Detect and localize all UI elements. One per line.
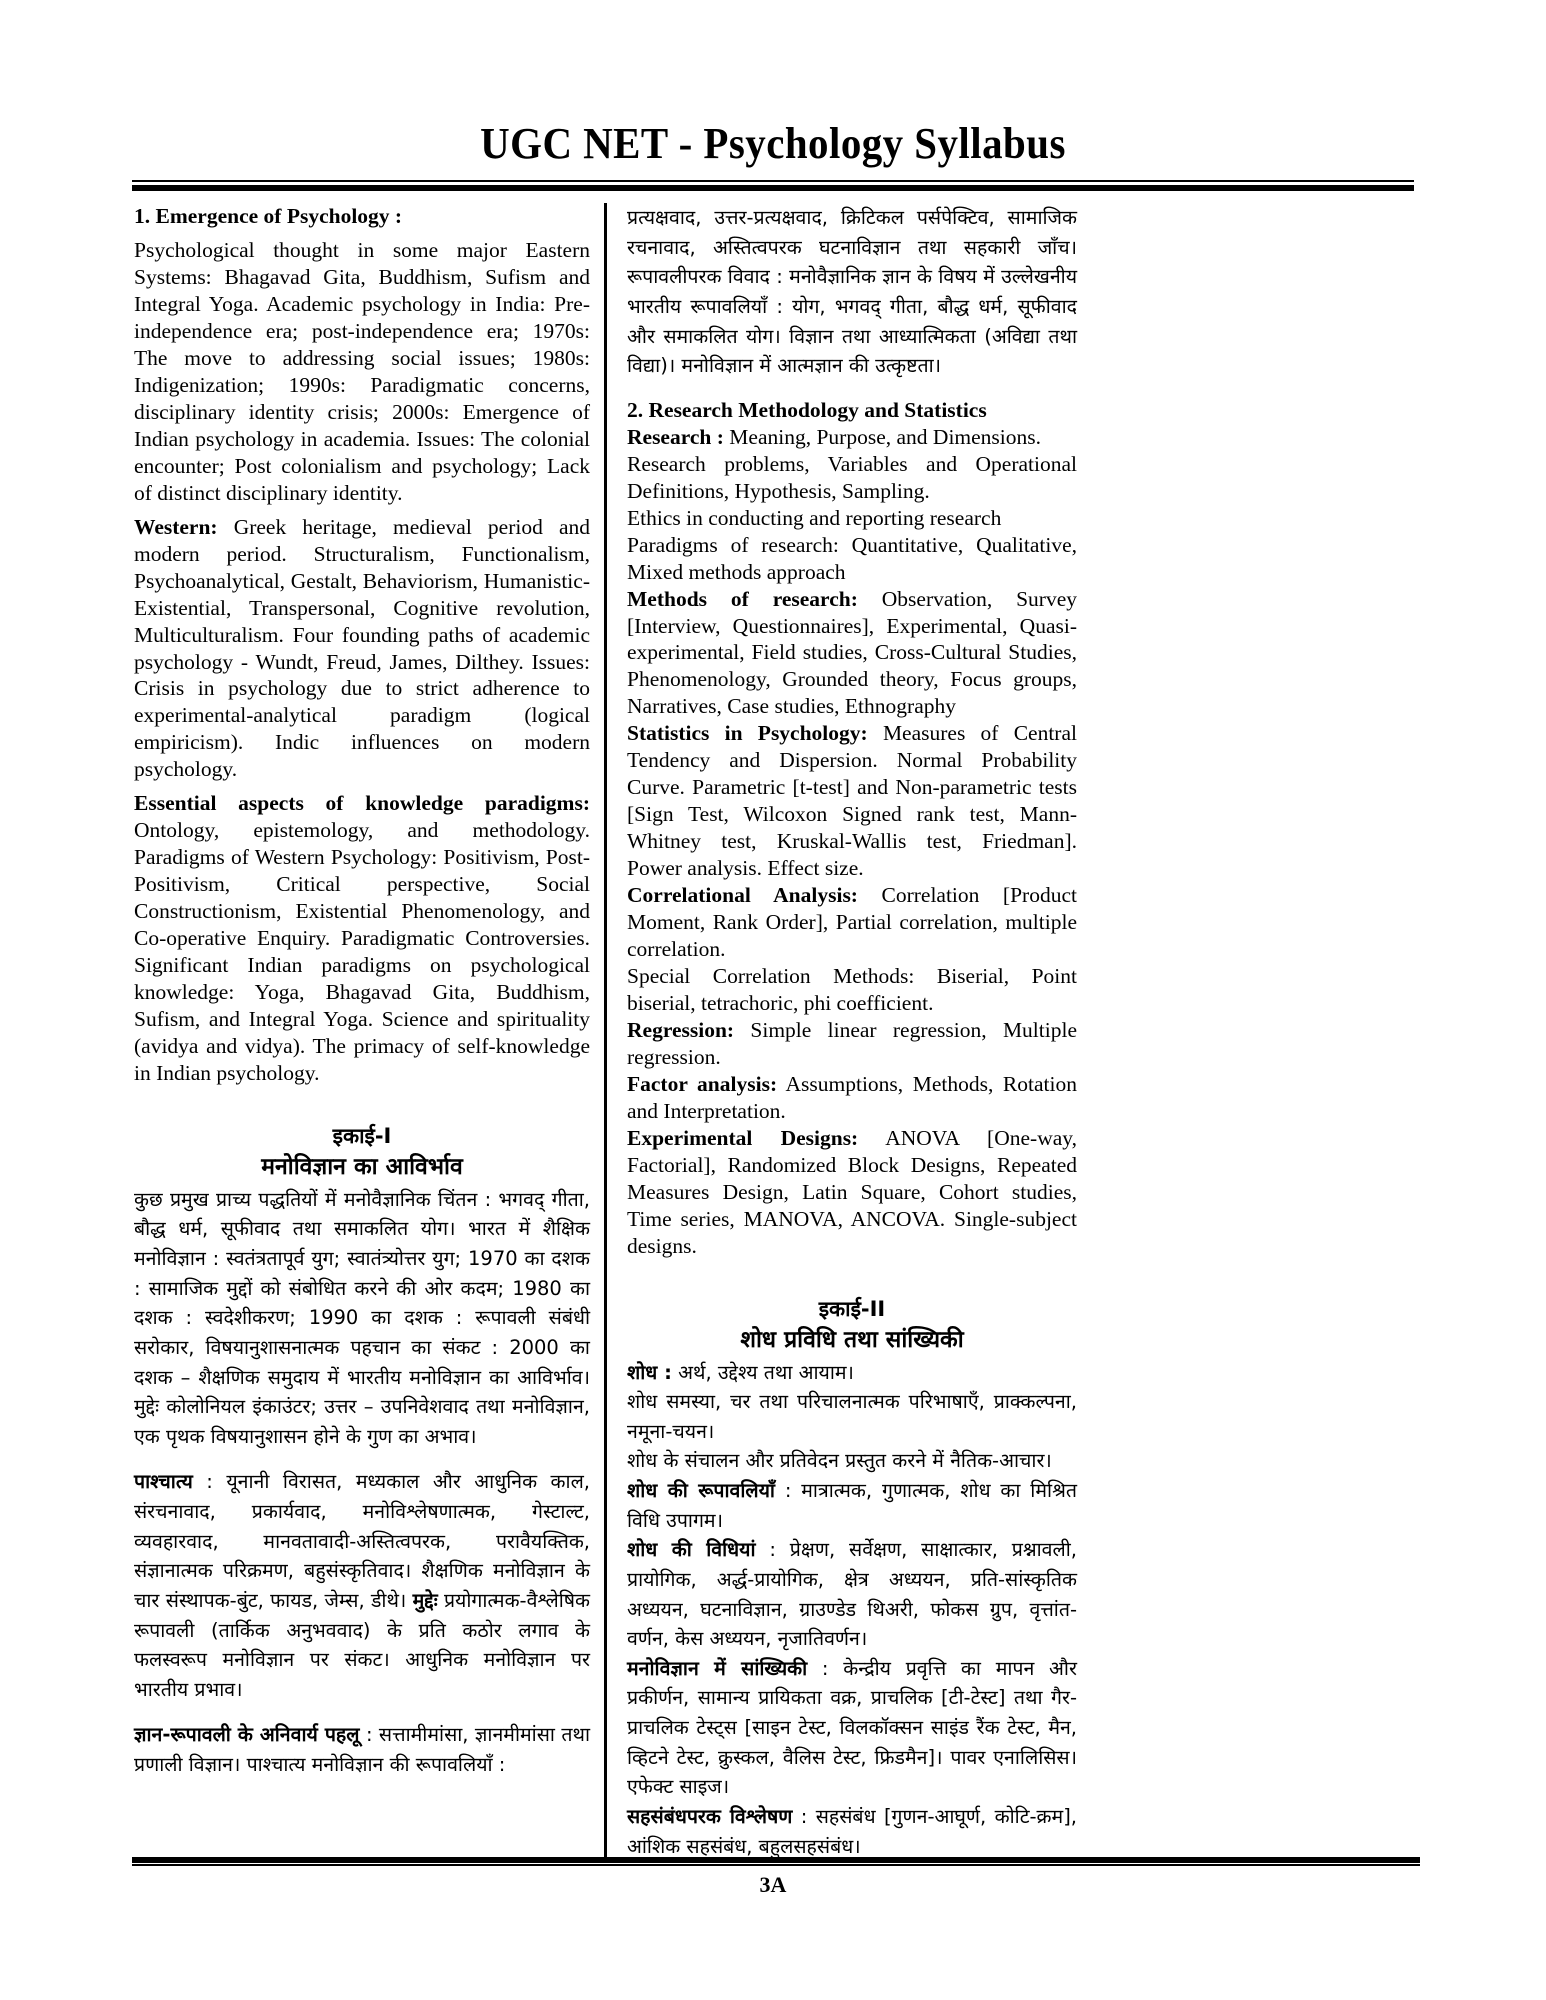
statistics-line <box>627 720 1077 882</box>
western-label: Western: <box>134 514 218 539</box>
section-1-paragraph-2 <box>134 514 590 784</box>
section-1-paragraph-3 <box>134 790 590 1087</box>
unit-2-paragraph-5 <box>627 1535 1077 1654</box>
sahsambandh-text: : सहसंबंध [गुणन-आघूर्ण, कोटि-क्रम], आंशिक सहसंबंध, बहुलसहसंबंध। <box>627 1804 1078 1858</box>
page-title: UGC NET - Psychology Syllabus <box>480 119 1066 168</box>
knowledge-paradigms-label: Essential aspects of knowledge paradigms: <box>134 791 590 816</box>
title-block <box>0 0 1546 166</box>
vidhiyan-text: : प्रेक्षण, सर्वेक्षण, साक्षात्कार, प्रश्नावली, प्रायोगिक, अर्द्ध-प्रायोगिक, क्षेत्र अध्ययन, प्रति-सांस्कृतिक अध्ययन, घटनाविज्ञान, ग्राउण्डेड थिअरी, फोकस ग्रुप, वृत्तांत-वर्णन, केस अध्ययन, नृजातिवर्णन। <box>627 1538 1077 1651</box>
issues-hindi-text: प्रयोगात्मक-वैश्लेषिक रूपावली (तार्किक अनुभववाद) के प्रति कठोर लगाव के फलस्वरूप मनोविज्ञान पर संकट। आधुनिक मनोविज्ञान पर भारतीय प्रभाव। <box>134 1588 590 1701</box>
experimental-text: ANOVA [One-way, Factorial], Randomized Block Designs, Repeated Measures Design, Latin Square, Cohort studies, Time series, MANOVA, ANCOVA. Single-subject designs. <box>627 1125 1077 1258</box>
experimental-designs-line <box>627 1125 1077 1260</box>
unit-2-label: इकाई-II <box>818 1296 886 1321</box>
hindi-continued-paragraph: प्रत्यक्षवाद, उत्तर-प्रत्यक्षवाद, क्रिटिकल पर्सपेक्टिव, सामाजिक रचनावाद, अस्तित्वपरक घटनाविज्ञान तथा सहकारी जाँच। रूपावलीपरक विवाद : मनोवैज्ञानिक ज्ञान के विषय में उल्लेखनीय भारतीय रूपावलियाँ : योग, भगवद् गीता, बौद्ध धर्म, सूफीवाद और समाकलित योग। विज्ञान तथा आध्यात्मिकता (अविद्या तथा विद्या)। मनोविज्ञान में आत्मज्ञान की उत्कृष्टता। <box>627 206 1077 378</box>
special-correlation-line: Special Correlation Methods: Biserial, Point biserial, tetrachoric, phi coefficient. <box>627 964 1077 1016</box>
factor-label: Factor analysis: <box>627 1071 778 1096</box>
two-column-body <box>134 203 1420 1861</box>
header-rule <box>132 180 1414 191</box>
sankhyiki-text: : केन्द्रीय प्रवृत्ति का मापन और प्रकीर्णन, सामान्य प्रायिकता वक्र, प्राचलिक [टी-टेस्ट] तथा गैर-प्राचलिक टेस्ट्स [साइन टेस्ट, विलकॉक्सन साइंड रैंक टेस्ट, मैन, व्हिटने टेस्ट, क्रुस्कल, वैलिस टेस्ट, फ्रिडमैन]। पावर एनालिसिस। एफेक्ट साइज। <box>627 1656 1077 1799</box>
correlational-label: Correlational Analysis: <box>627 883 858 908</box>
research-line <box>627 424 1077 451</box>
correlational-text: Correlation [Product Moment, Rank Order], Partial correlation, multiple correlation. <box>627 883 1077 962</box>
unit-2-paragraph-4 <box>627 1476 1077 1535</box>
statistics-label: Statistics in Psychology: <box>627 721 868 746</box>
unit-2-paragraph-2: शोध समस्या, चर तथा परिचालनात्मक परिभाषाएँ, प्राक्कल्पना, नमूना-चयन। <box>627 1390 1077 1443</box>
unit-2-title: शोध प्रविधि तथा सांख्यिकी <box>740 1327 964 1354</box>
western-text: Greek heritage, medieval period and modern period. Structuralism, Functionalism, Psychoanalytical, Gestalt, Behaviorism, Humanistic-Existential, Transpersonal, Cognitive revolution, Multiculturalism. Four founding paths of academic psychology - Wundt, Freud, James, Dilthey. Issues: Crisis in psychology due to strict adherence to experimental-analytical paradigm (logical empiricism). Indic influences on modern psychology. <box>134 514 590 782</box>
methods-of-research-line <box>627 586 1077 721</box>
shodh-text: अर्थ, उद्देश्य तथा आयाम। <box>671 1360 854 1384</box>
unit-2-paragraph-3: शोध के संचालन और प्रतिवेदन प्रस्तुत करने में नैतिक-आचार। <box>627 1449 1052 1473</box>
roopavaliyan-label: शोध की रूपावलियाँ <box>627 1479 775 1503</box>
left-column <box>134 203 604 1861</box>
regression-text: Simple linear regression, Multiple regression. <box>627 1018 1077 1069</box>
sahsambandh-label: सहसंबंधपरक विश्लेषण <box>627 1804 793 1828</box>
right-column <box>607 203 1077 1861</box>
knowledge-paradigm-hindi-label: ज्ञान-रूपावली के अनिवार्य पहलू <box>134 1723 360 1747</box>
unit-1-paragraph-3 <box>134 1720 590 1779</box>
knowledge-paradigm-hindi-text: : सत्तामीमांसा, ज्ञानमीमांसा तथा प्रणाली विज्ञान। पाश्चात्य मनोविज्ञान की रूपावलियाँ : <box>134 1723 590 1777</box>
unit-2-paragraph-7 <box>627 1802 1077 1861</box>
unit-1-label: इकाई-I <box>332 1124 392 1148</box>
unit-2-paragraph-1 <box>627 1358 1077 1388</box>
statistics-text: Measures of Central Tendency and Dispersion. Normal Probability Curve. Parametric [t-test] and Non-parametric tests [Sign Test, Wilcoxon Signed rank test, Mann-Whitney test, Kruskal-Wallis test, Friedman]. Power analysis. Effect size. <box>627 721 1077 881</box>
unit-1-title: मनोविज्ञान का आविर्भाव <box>261 1154 463 1181</box>
research-problems-line: Research problems, Variables and Operational Definitions, Hypothesis, Sampling. <box>627 451 1077 503</box>
methods-text: Observation, Survey [Interview, Questionnaires], Experimental, Quasi-experimental, Field studies, Cross-Cultural Studies, Phenomenology, Grounded theory, Focus groups, Narratives, Case studies, Ethnography <box>627 586 1078 719</box>
western-hindi-text: : यूनानी विरासत, मध्यकाल और आधुनिक काल, संरचनावाद, प्रकार्यवाद, मनोविश्लेषणात्मक, गेस्टाल्ट, व्यवहारवाद, मानवतावादी-अस्तित्वपरक, परावैयक्तिक, संज्ञानात्मक परिक्रमण, बहुसंस्कृतिवाद। शैक्षणिक मनोविज्ञान के चार संस्थापक-बुंट, फायड, जेम्स, डीथे। <box>134 1470 590 1612</box>
shodh-label: शोध : <box>627 1360 672 1384</box>
factor-analysis-line <box>627 1071 1077 1125</box>
section-1-heading: 1. Emergence of Psychology : <box>134 204 403 228</box>
issues-hindi-label: मुद्देः <box>412 1588 438 1612</box>
knowledge-paradigms-text: Ontology, epistemology, and methodology. Paradigms of Western Psychology: Positivism, Post-Positivism, Critical perspective, Social Constructionism, Existential Phenomenology, and Co-operative Enquiry. Paradigmatic Controversies. Significant Indian paradigms on psychological knowledge: Yoga, Bhagavad Gita, Buddhism, Sufism, and Integral Yoga. Science and spirituality (avidya and vidya). The primacy of self-knowledge in Indian psychology. <box>134 818 590 1086</box>
unit-1-paragraph-2 <box>134 1467 590 1704</box>
unit-2-paragraph-6 <box>627 1654 1077 1802</box>
page-number: 3A <box>759 1872 787 1897</box>
ethics-line: Ethics in conducting and reporting research <box>627 505 1002 530</box>
correlational-analysis-line <box>627 882 1077 963</box>
research-text: Meaning, Purpose, and Dimensions. <box>723 424 1042 449</box>
roopavaliyan-text: : मात्रात्मक, गुणात्मक, शोध का मिश्रित विधि उपागम। <box>627 1479 1077 1532</box>
regression-label: Regression: <box>627 1018 735 1043</box>
sankhyiki-label: मनोविज्ञान में सांख्यिकी <box>627 1656 808 1680</box>
regression-line <box>627 1017 1077 1071</box>
factor-text: Assumptions, Methods, Rotation and Interpretation. <box>627 1071 1077 1123</box>
unit-1-paragraph-1: कुछ प्रमुख प्राच्य पद्धतियों में मनोवैज्ञानिक चिंतन : भगवद् गीता, बौद्ध धर्म, सूफीवाद तथा समाकलित योग। भारत में शैक्षिक मनोविज्ञान : स्वतंत्रतापूर्व युग; स्वातंत्र्योत्तर युग; 1970 का दशक : सामाजिक मुद्दों को संबोधित करने की ओर कदम; 1980 का दशक : स्वदेशीकरण; 1990 का दशक : रूपावली संबंधी सरोकार, विषयानुशासनात्मक पहचान का संकट : 2000 का दशक – शैक्षणिक समुदाय में भारतीय मनोविज्ञान का आविर्भाव। मुद्देः कोलोनियल इंकाउंटर; उत्तर – उपनिवेशवाद तथा मनोविज्ञान, एक पृथक विषयानुशासन होने के गुण का अभाव। <box>134 1187 590 1448</box>
section-2-heading: 2. Research Methodology and Statistics <box>627 397 987 422</box>
section-1-paragraph-1: Psychological thought in some major Eastern Systems: Bhagavad Gita, Buddhism, Sufism and Integral Yoga. Academic psychology in India: Pre-independence era; post-independence era; 1970s: The move to addressing social issues; 1980s: Indigenization; 1990s: Paradigmatic concerns, disciplinary identity crisis; 2000s: Emergence of Indian psychology in academia. Issues: The colonial encounter; Post colonialism and psychology; Lack of distinct disciplinary identity. <box>134 237 590 505</box>
research-label: Research : <box>627 424 724 449</box>
methods-label: Methods of research: <box>627 586 858 611</box>
paradigms-line: Paradigms of research: Quantitative, Qualitative, Mixed methods approach <box>627 532 1077 584</box>
western-hindi-label: पाश्चात्य <box>134 1470 193 1494</box>
footer-rule <box>132 1857 1420 1866</box>
vidhiyan-label: शोध की विधियां <box>627 1538 756 1562</box>
experimental-label: Experimental Designs: <box>627 1125 859 1150</box>
